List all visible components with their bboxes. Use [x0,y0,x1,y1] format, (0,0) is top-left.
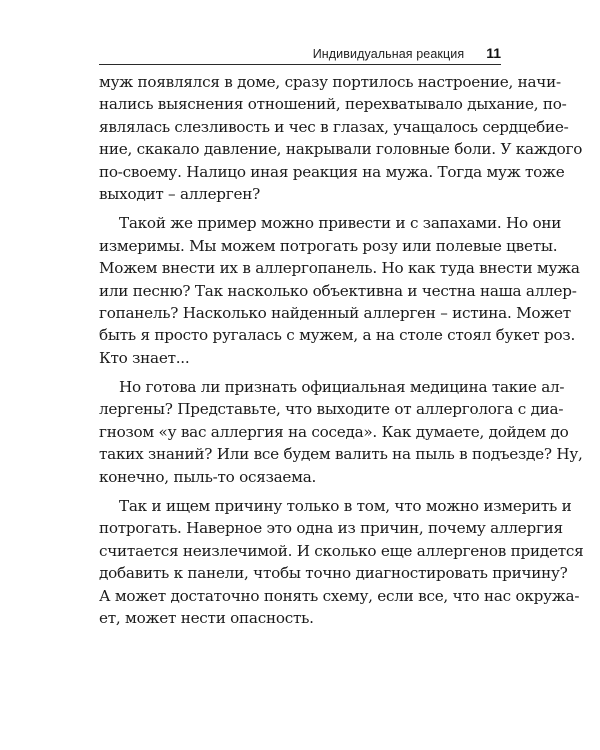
text-line: гопанель? Насколько найденный аллерген – истина. Может [99,303,571,322]
text-line: измеримы. Мы можем потрогать розу или полевые цветы. [99,236,558,255]
text-line: гнозом «у вас аллергия на соседа». Как думаете, дойдем до [99,422,569,441]
text-line: или песню? Так насколько объективна и честна наша аллер- [99,281,577,300]
text-line: ние, скакало давление, накрывали головные боли. У каждого [99,140,583,159]
paragraph-2 [99,212,580,369]
text-line: ет, может нести опасность. [99,608,314,627]
text-line: добавить к панели, чтобы точно диагностировать причину? [99,564,568,583]
text-line: по-своему. Налицо иная реакция на мужа. Тогда муж тоже [99,162,565,181]
text-line: муж появлялся в доме, сразу портилось настроение, начи- [99,73,561,91]
text-line: потрогать. Наверное это одна из причин, почему аллергия [99,519,563,538]
text-line: Но готова ли признать официальная медицина такие ал- [119,378,565,397]
text-line: таких знаний? Или все будем валить на пыль в подъезде? Ну, [99,445,583,464]
text-line: Можем внести их в аллергопанель. Но как туда внести мужа [99,259,580,278]
running-header [99,41,501,65]
text-line: Кто знает... [99,348,190,367]
text-line: выходит – аллерген? [99,184,260,203]
paragraph-3 [99,376,583,488]
running-title: Индивидуальная реакция [312,47,465,61]
paragraph-1 [99,71,583,205]
text-line: Так и ищем причину только в том, что можно измерить и [119,497,572,516]
text-line: лергены? Представьте, что выходите от аллерголога с диа- [99,400,564,419]
body-text [99,71,584,629]
text-line: Такой же пример можно привести и с запахами. Но они [119,214,562,233]
text-line: быть я просто ругалась с мужем, а на столе стоял букет роз. [99,326,576,345]
text-line: конечно, пыль-то осязаема. [99,467,317,486]
text-line: А может достаточно понять схему, если все, что нас окружа- [99,586,580,605]
text-line: считается неизлечимой. И сколько еще аллергенов придется [99,541,584,560]
paragraph-4 [99,495,584,629]
text-line: нались выяснения отношений, перехватывало дыхание, по- [99,95,567,114]
page-number: 11 [486,45,501,61]
text-line: являлась слезливость и чес в глазах, учащалось сердцебие- [99,117,569,136]
